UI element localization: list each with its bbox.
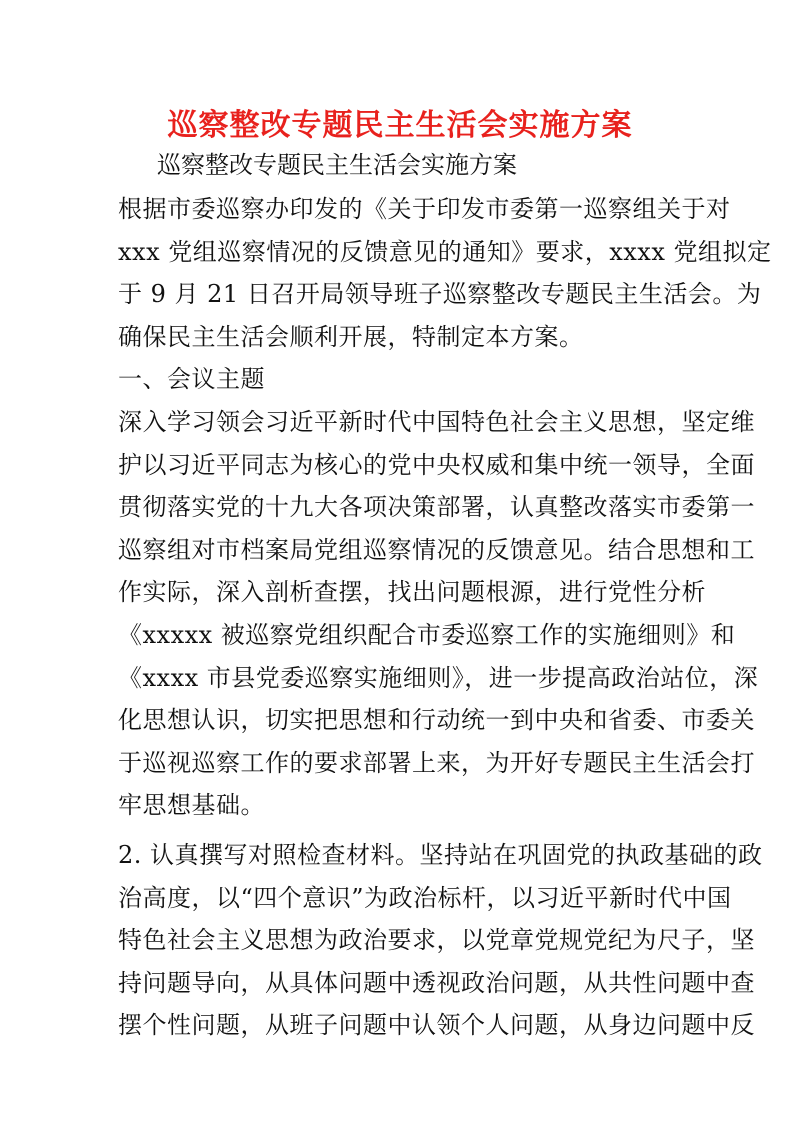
intro-line: xxx 党组巡察情况的反馈意见的通知》要求，xxxx 党组拟定 (118, 237, 772, 266)
section-1-line: 贯彻落实党的十九大各项决策部署，认真整改落实市委第一 (118, 493, 755, 522)
section-1-line: 巡察组对市档案局党组巡察情况的反馈意见。结合思想和工 (118, 535, 755, 564)
section-2-line: 摆个性问题，从班子问题中认领个人问题，从身边问题中反 (118, 1011, 755, 1040)
section-1-line: 于巡视巡察工作的要求部署上来，为开好专题民主生活会打 (118, 748, 755, 777)
section-1-line: 《xxxxx 被巡察党组织配合市委巡察工作的实施细则》和 (118, 620, 736, 649)
section-1-line: 化思想认识，切实把思想和行动统一到中央和省委、市委关 (118, 706, 755, 735)
intro-line: 确保民主生活会顺利开展，特制定本方案。 (118, 322, 584, 351)
section-2-line: 2. 认真撰写对照检查材料。坚持站在巩固党的执政基础的政 (118, 840, 763, 869)
section-1-line: 作实际，深入剖析查摆，找出问题根源，进行党性分析 (118, 578, 706, 607)
section-2-line: 持问题导向，从具体问题中透视政治问题，从共性问题中查 (118, 968, 755, 997)
section-1-line: 深入学习领会习近平新时代中国特色社会主义思想，坚定维 (118, 407, 755, 436)
paragraph-gap (118, 827, 698, 834)
document-title: 巡察整改专题民主生活会实施方案 (167, 108, 633, 143)
section-1-line: 《xxxx 市县党委巡察实施细则》，进一步提高政治站位，深 (118, 663, 759, 692)
document-body (118, 188, 772, 1047)
section-2-line: 治高度，以“四个意识”为政治标杆，以习近平新时代中国 (118, 883, 732, 912)
section-2-line: 特色社会主义思想为政治要求，以党章党规党纪为尺子，坚 (118, 926, 755, 955)
section-heading: 一、会议主题 (118, 365, 265, 394)
section-1-line: 牢思想基础。 (118, 791, 265, 820)
intro-line: 于 9 月 21 日召开局领导班子巡察整改专题民主生活会。为 (118, 280, 762, 309)
section-1-line: 护以习近平同志为核心的党中央权威和集中统一领导，全面 (118, 450, 755, 479)
document-subtitle: 巡察整改专题民主生活会实施方案 (157, 151, 517, 179)
intro-line: 根据市委巡察办印发的《关于印发市委第一巡察组关于对 (118, 195, 731, 223)
